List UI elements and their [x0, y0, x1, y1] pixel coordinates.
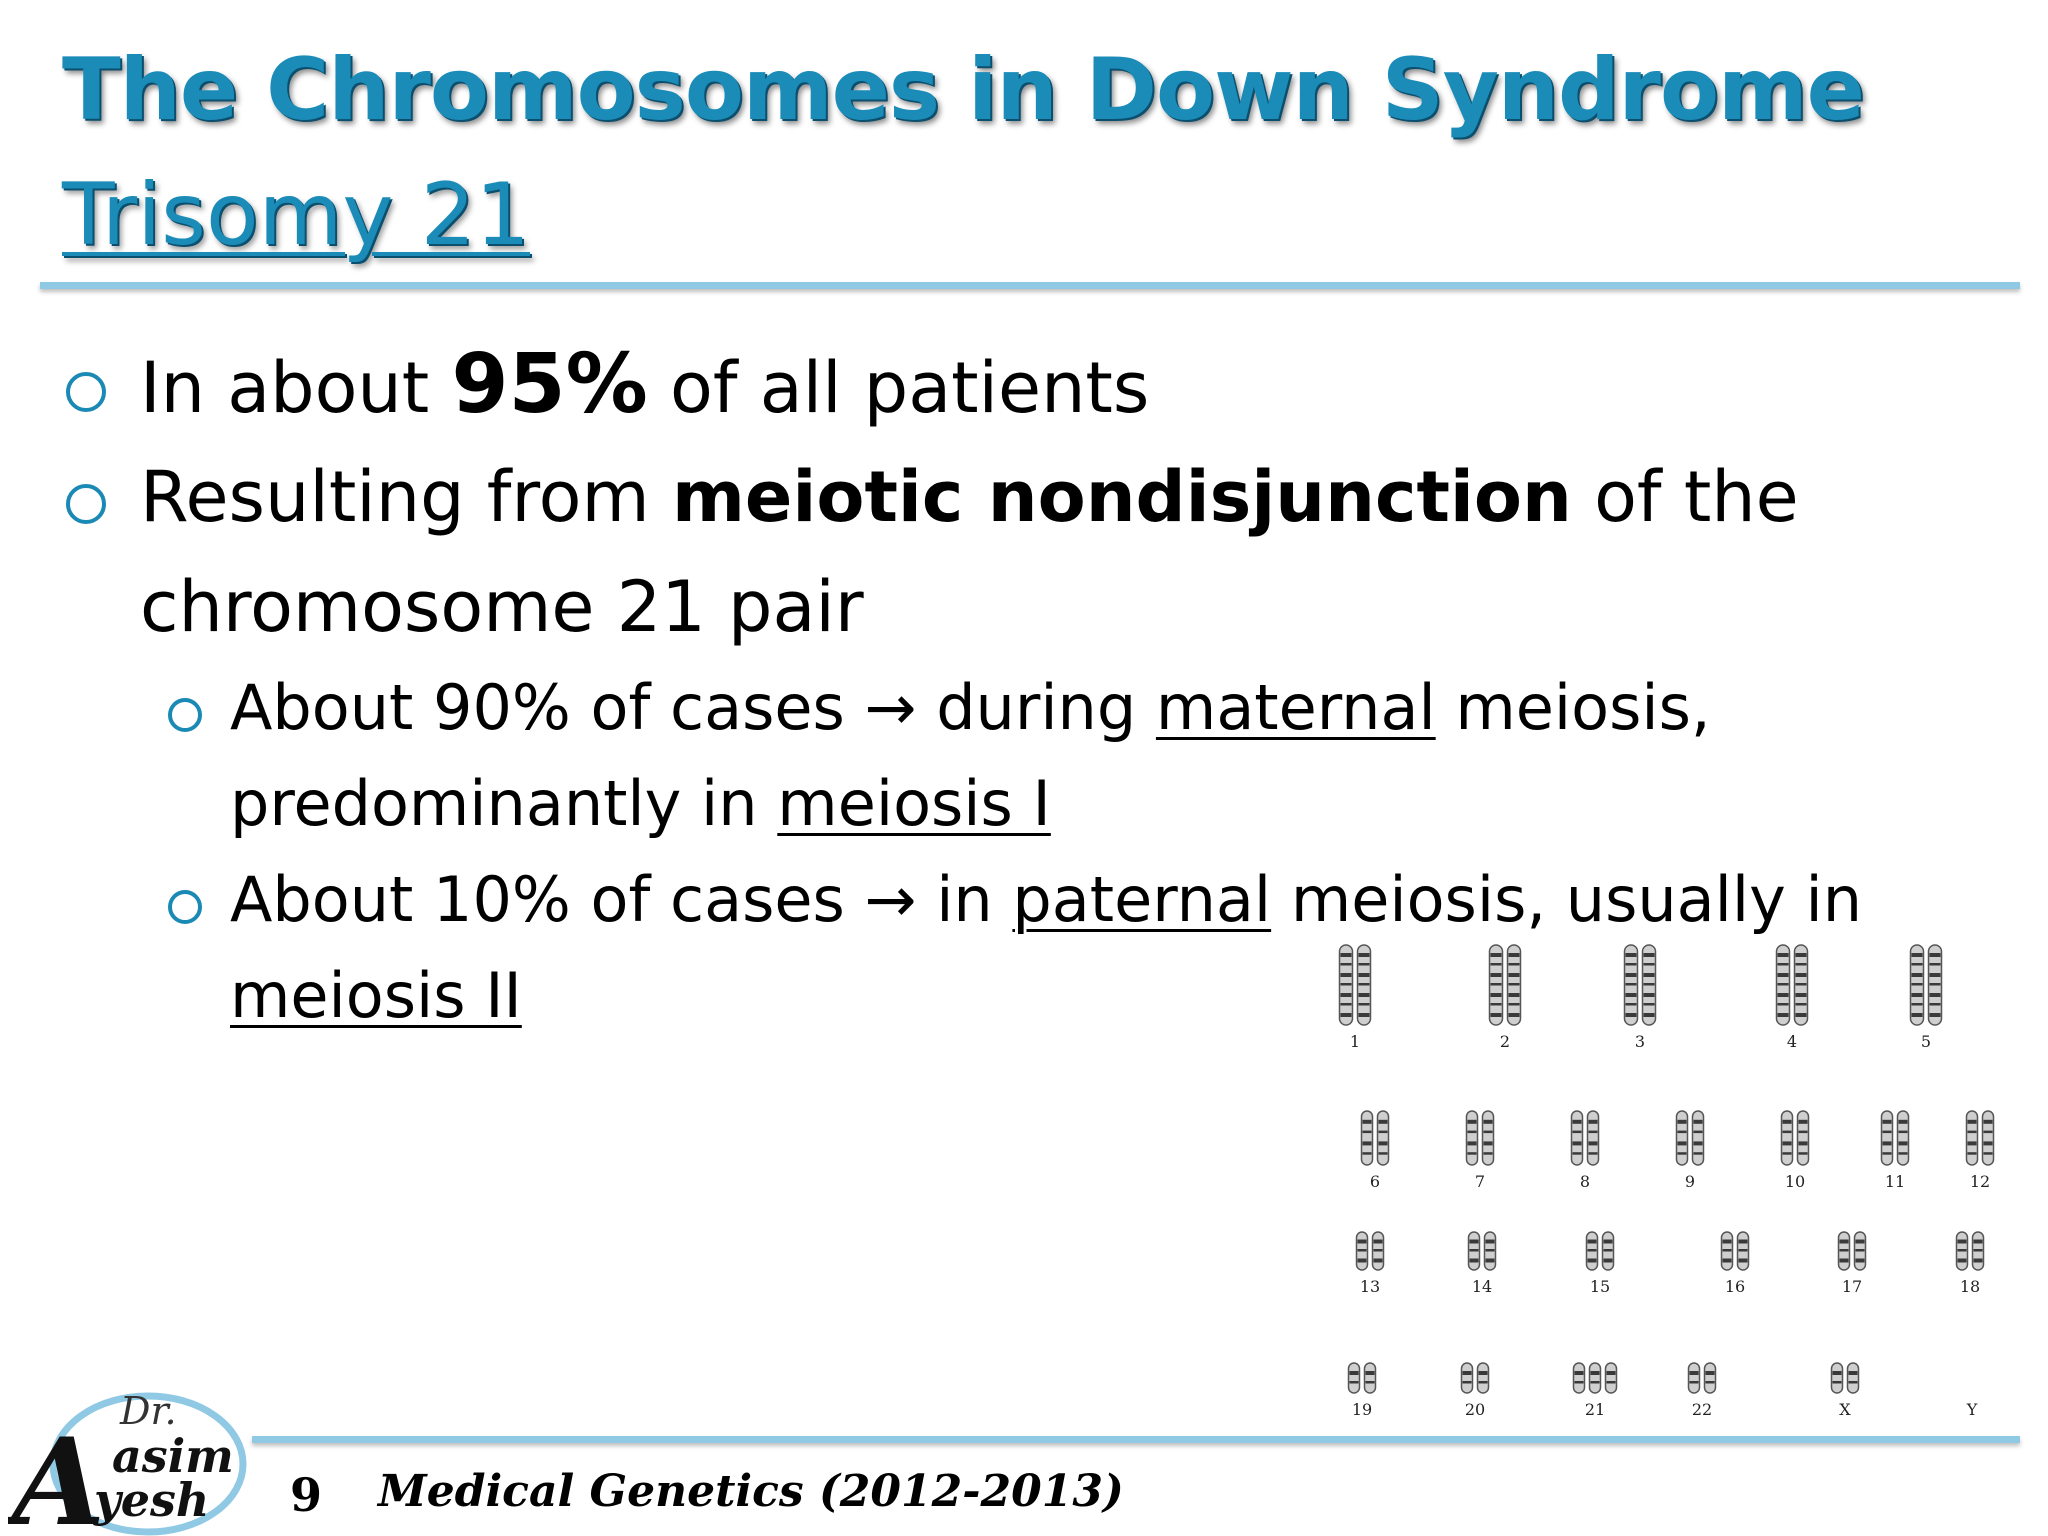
chromosome-13-copy-1	[1357, 1232, 1368, 1270]
circle-bullet-icon	[66, 372, 106, 412]
slide-number: 9	[290, 1468, 323, 1522]
chromosome-10-copy-2	[1798, 1111, 1809, 1165]
circle-bullet-icon	[66, 484, 106, 524]
chromosome-label-9: 9	[1684, 1172, 1696, 1191]
chromosome-3-copy-2	[1643, 945, 1656, 1025]
chromosome-19-copy-2	[1365, 1363, 1376, 1393]
chromosome-12-copy-2	[1983, 1111, 1994, 1165]
chromosome-18-copy-1	[1957, 1232, 1968, 1270]
chromosome-20-copy-1	[1462, 1363, 1473, 1393]
chromosome-label-20: 20	[1464, 1400, 1486, 1419]
chromosome-22-copy-2	[1705, 1363, 1716, 1393]
chromosome-8-copy-1	[1572, 1111, 1583, 1165]
chromosome-label-17: 17	[1841, 1277, 1863, 1296]
bullet-1	[140, 330, 1149, 443]
chromosome-label-14: 14	[1471, 1277, 1493, 1296]
subbullet-1-line-2-text: predominantly in	[230, 767, 778, 840]
chromosome-17-copy-1	[1839, 1232, 1850, 1270]
bullet-2-bold: meiotic nondisjunction	[671, 456, 1572, 538]
chromosome-21-copy-1	[1574, 1363, 1585, 1393]
chromosome-8-copy-2	[1588, 1111, 1599, 1165]
subbullet-1-text: About 90% of cases	[230, 671, 865, 744]
chromosome-label-11: 11	[1884, 1172, 1906, 1191]
bullet-2-line-2: chromosome 21 pair	[140, 566, 864, 648]
chromosome-5-copy-1	[1911, 945, 1924, 1025]
chromosome-1-copy-1	[1340, 945, 1353, 1025]
chromosome-label-8: 8	[1579, 1172, 1591, 1191]
logo-name-bottom: yesh	[94, 1473, 210, 1527]
chromosome-label-4: 4	[1786, 1032, 1798, 1051]
chromosome-4-copy-1	[1777, 945, 1790, 1025]
subbullet-2-line-2-underline: meiosis II	[230, 959, 522, 1032]
right-arrow-icon: →	[864, 671, 917, 744]
chromosome-label-6: 6	[1369, 1172, 1381, 1191]
chromosome-11-copy-2	[1898, 1111, 1909, 1165]
chromosome-X-copy-1	[1832, 1363, 1843, 1393]
course-title: Medical Genetics (2012-2013)	[378, 1466, 1124, 1517]
chromosome-label-18: 18	[1959, 1277, 1981, 1296]
chromosome-label-22: 22	[1691, 1400, 1713, 1419]
chromosome-11-copy-1	[1882, 1111, 1893, 1165]
logo-dr-text: Dr.	[120, 1389, 177, 1433]
chromosome-12-copy-1	[1967, 1111, 1978, 1165]
chromosome-9-copy-2	[1693, 1111, 1704, 1165]
chromosome-label-5: 5	[1920, 1032, 1932, 1051]
right-arrow-icon: →	[864, 863, 917, 936]
bullet-1-text-end: of all patients	[647, 347, 1150, 429]
chromosome-7-copy-2	[1483, 1111, 1494, 1165]
chromosome-5-copy-2	[1929, 945, 1942, 1025]
chromosome-label-3: 3	[1634, 1032, 1646, 1051]
chromosome-1-copy-2	[1358, 945, 1371, 1025]
chromosome-21-copy-2	[1590, 1363, 1601, 1393]
chromosome-20-copy-2	[1478, 1363, 1489, 1393]
chromosome-17-copy-2	[1855, 1232, 1866, 1270]
circle-bullet-icon	[168, 890, 202, 924]
chromosome-18-copy-2	[1973, 1232, 1984, 1270]
chromosome-label-7: 7	[1474, 1172, 1486, 1191]
bullet-1-text: In about	[140, 347, 452, 429]
title-divider	[40, 282, 2020, 289]
chromosome-6-copy-2	[1378, 1111, 1389, 1165]
chromosome-label-Y: Y	[1966, 1400, 1978, 1419]
chromosome-15-copy-2	[1603, 1232, 1614, 1270]
subbullet-1-underline: maternal	[1155, 671, 1436, 744]
circle-bullet-icon	[168, 698, 202, 732]
chromosome-19-copy-1	[1349, 1363, 1360, 1393]
chromosome-13-copy-2	[1373, 1232, 1384, 1270]
chromosome-label-1: 1	[1349, 1032, 1361, 1051]
dr-basim-ayesh-logo	[8, 1374, 248, 1536]
chromosome-label-19: 19	[1351, 1400, 1373, 1419]
subbullet-2-end: meiosis, usually in	[1271, 863, 1863, 936]
chromosome-4-copy-2	[1795, 945, 1808, 1025]
chromosome-9-copy-1	[1677, 1111, 1688, 1165]
subbullet-1-mid: during	[916, 671, 1156, 744]
chromosome-label-13: 13	[1359, 1277, 1381, 1296]
subbullet-1	[230, 660, 1711, 756]
chromosome-label-21: 21	[1584, 1400, 1606, 1419]
logo-name-top: asim	[112, 1429, 234, 1483]
chromosome-7-copy-1	[1467, 1111, 1478, 1165]
chromosome-label-16: 16	[1724, 1277, 1746, 1296]
subbullet-2	[230, 852, 1862, 948]
chromosome-label-X: X	[1839, 1400, 1851, 1419]
bullet-2-text-end: of the	[1571, 456, 1799, 538]
chromosome-label-10: 10	[1784, 1172, 1806, 1191]
chromosome-3-copy-1	[1625, 945, 1638, 1025]
subbullet-2-underline: paternal	[1012, 863, 1272, 936]
slide-subtitle: Trisomy 21	[62, 165, 531, 265]
chromosome-16-copy-2	[1738, 1232, 1749, 1270]
subbullet-2-line-2	[230, 948, 522, 1044]
subbullet-1-end: meiosis,	[1435, 671, 1711, 744]
chromosome-label-2: 2	[1499, 1032, 1511, 1051]
chromosome-22-copy-1	[1689, 1363, 1700, 1393]
chromosome-14-copy-2	[1485, 1232, 1496, 1270]
karyotype-image	[1300, 935, 2020, 1435]
chromosome-10-copy-1	[1782, 1111, 1793, 1165]
chromosome-15-copy-1	[1587, 1232, 1598, 1270]
chromosome-label-12: 12	[1969, 1172, 1991, 1191]
subbullet-2-mid: in	[916, 863, 1013, 936]
subbullet-1-line-2-underline: meiosis I	[777, 767, 1051, 840]
footer-divider	[252, 1436, 2020, 1443]
chromosome-X-copy-2	[1848, 1363, 1859, 1393]
chromosome-label-15: 15	[1589, 1277, 1611, 1296]
subbullet-1-line-2	[230, 756, 1051, 852]
chromosome-21-copy-3	[1606, 1363, 1617, 1393]
chromosome-16-copy-1	[1722, 1232, 1733, 1270]
subbullet-2-text: About 10% of cases	[230, 863, 865, 936]
logo-initial: A	[12, 1412, 106, 1536]
slide-title: The Chromosomes in Down Syndrome	[62, 40, 1864, 140]
chromosome-2-copy-2	[1508, 945, 1521, 1025]
chromosome-6-copy-1	[1362, 1111, 1373, 1165]
bullet-2	[140, 442, 1799, 552]
chromosome-14-copy-1	[1469, 1232, 1480, 1270]
bullet-1-bold: 95%	[451, 337, 648, 432]
bullet-2-text: Resulting from	[140, 456, 672, 538]
chromosome-2-copy-1	[1490, 945, 1503, 1025]
